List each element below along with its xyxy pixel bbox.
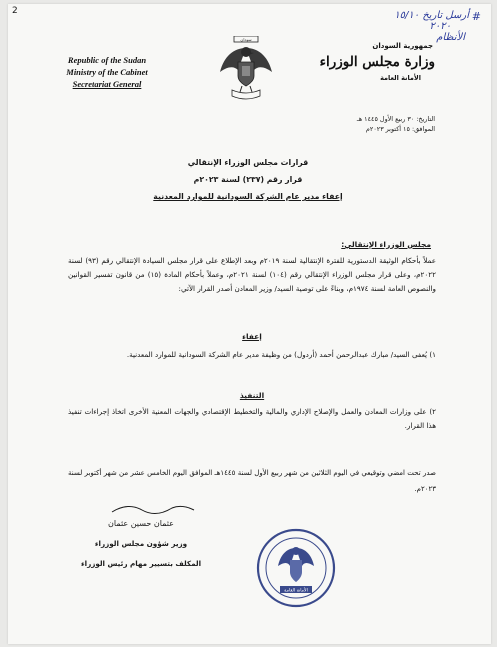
letterhead-english [48, 54, 166, 90]
page-marker: 2 [12, 6, 18, 16]
handwritten-line-3: الأنظام [436, 32, 465, 43]
signature-mark [108, 500, 198, 518]
document-page [8, 4, 491, 644]
signatory-block [76, 514, 206, 574]
decision-item-1: ١) يُعفى السيد/ مبارك عبدالرحمن أحمد (أردول) من وظيفة مدير عام الشركة السودانية للموارد المعدنية. [126, 350, 436, 359]
decision-number: قرار رقم (٢٣٧) لسنة ٢٠٢٣م [193, 175, 303, 184]
handwritten-hash: # [471, 10, 481, 23]
seal-icon [256, 528, 336, 608]
letterhead-english-line-1: Republic of the Sudan [67, 55, 147, 65]
signatory-title-2: المكلف بتسيير مهام رئيس الوزراء [80, 559, 202, 568]
date-block [265, 114, 435, 134]
decision-item-2: ٢) على وزارات المعادن والعمل والإصلاح الإداري والمالية والتخطيط الإقتصادي والجهات المعنية الأخرى اتخاذ إجراءات تنفيذ هذا القرار. [68, 407, 436, 430]
decision-subject: إعفاء مدير عام الشركة السودانية للموارد المعدنية [153, 192, 343, 201]
sudan-emblem [214, 36, 278, 106]
letterhead-english-line-3: Secretariat General [72, 79, 142, 89]
section-heading-implementation: التنفيذ [239, 391, 265, 400]
emblem-banner-text: سودان [240, 37, 252, 42]
letterhead-arabic [315, 42, 435, 82]
letterhead-country: جمهورية السودان [372, 42, 433, 50]
emblem-icon [214, 36, 278, 106]
closing-paragraph: صدر تحت امضي وتوقيعي في اليوم الثلاثين من شهر ربيع الأول لسنة ١٤٤٥هـ الموافق اليوم الخامس عشر من شهر أكتوبر لسنة ٢٠٢٣م. [68, 469, 436, 493]
decision-title-block [128, 154, 368, 205]
letterhead-secretariat: الأمانة العامة [380, 74, 421, 82]
section-heading-exemption: إعفاء [242, 332, 262, 341]
letterhead-ministry: وزارة مجلس الوزراء [319, 54, 435, 70]
date-gregorian: الموافق: ١٥ أكتوبر ٢٠٢٣م [365, 125, 435, 133]
handwritten-line-1: أرسل تاريخ ١٥/١٠ [394, 10, 469, 21]
official-seal [256, 528, 336, 608]
handwritten-note [359, 10, 469, 43]
seal-label: الأمانة العامة [284, 588, 308, 594]
signatory-name: عثمان حسين عثمان [108, 519, 174, 528]
letterhead-english-line-2: Ministry of the Cabinet [66, 67, 148, 77]
signatory-title-1: وزير شؤون مجلس الوزراء [94, 539, 188, 548]
handwritten-line-2: ٢٠٢٠ [429, 21, 451, 32]
addressee: مجلس الوزراء الإنتقالي: [341, 240, 431, 249]
date-hijri: التاريخ: ٣٠ ربيع الأول ١٤٤٥ هـ [356, 115, 435, 123]
preamble-paragraph: عملاً بأحكام الوثيقة الدستورية للفترة الإنتقالية لسنة ٢٠١٩م وبعد الإطلاع على قرار مجلس السيادة الإنتقالي رقم (٩٣) لسنة ٢٠٢٢م، وعلى قرار مجلس الوزراء الإنتقالي رقم (١٠٤) لسنة ٢٠٢١م، وعملاً بأحكام المادة (١٥) من قانون تفسير القوانين والنصوص العامة لسنة ١٩٧٤م، وبناءً على توصية السيد/ وزير المعادن أصدر القرار الآتي: [68, 256, 436, 293]
decision-heading: قرارات مجلس الوزراء الإنتقالي [187, 158, 309, 167]
